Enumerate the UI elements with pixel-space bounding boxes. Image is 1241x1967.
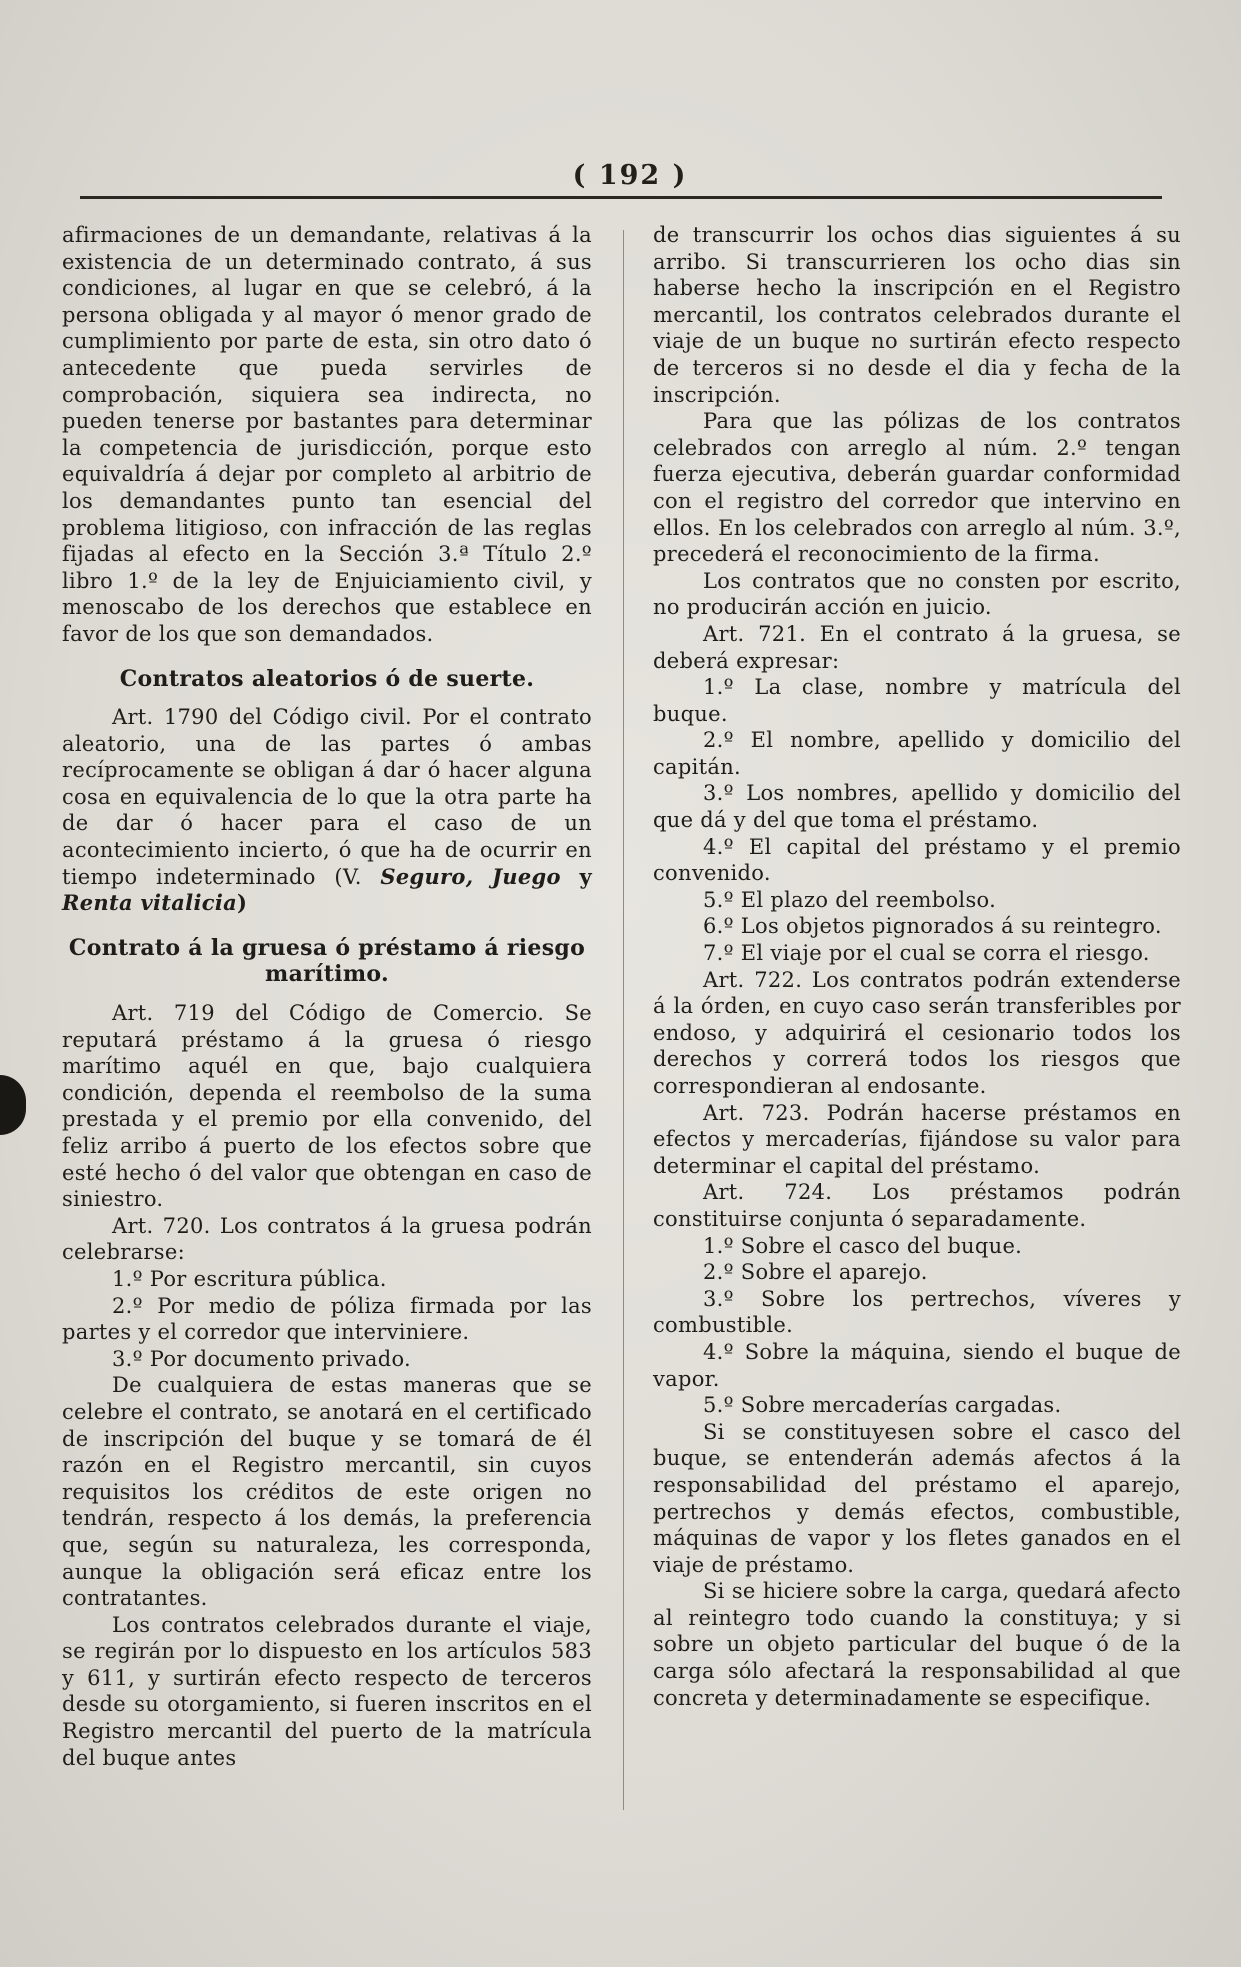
list-item: 3.º Sobre los pertrechos, víveres y combustible. xyxy=(653,1286,1181,1338)
list-item: 3.º Por documento privado. xyxy=(112,1346,411,1371)
paragraph: Art. 722. Los contratos podrán extenderse á la órden, en cuyo caso serán transferibles por endoso, y adquirirá el cesionario todos los derechos y correrá todos los riesgos que correspondieran al endosante. xyxy=(653,967,1181,1098)
section-heading: Contratos aleatorios ó de suerte. xyxy=(119,665,535,692)
list-item: 1.º La clase, nombre y matrícula del buque. xyxy=(653,675,1181,726)
article-ref: Art. 722. xyxy=(703,967,803,992)
list-item: 5.º El plazo del reembolso. xyxy=(703,887,997,912)
paragraph: Art. 721. En el contrato á la gruesa, se deberá expresar: xyxy=(653,621,1181,673)
column-divider xyxy=(623,230,624,1810)
list-item: 3.º Los nombres, apellido y domicilio del que dá y del que toma el préstamo. xyxy=(653,781,1181,833)
paragraph: Art. 723. Podrán hacerse préstamos en efectos y mercaderías, fijándose su valor para determinar el capital del préstamo. xyxy=(653,1100,1182,1178)
binding-mark xyxy=(0,1075,26,1135)
article-ref: Art. 719 del Código de Comercio. xyxy=(112,1001,545,1026)
article-ref: Art. 724. xyxy=(703,1180,833,1205)
paragraph: Los contratos que no consten por escrito, no producirán acción en juicio. xyxy=(653,568,1181,620)
list-item: 4.º Sobre la máquina, siendo el buque de vapor. xyxy=(653,1339,1181,1391)
paragraph: afirmaciones de un demandante, relativas á la existencia de un determinado contrato, á sus condiciones, al lugar en que se celebró, á la persona obligada y al mayor ó menor grado de cumplimiento por parte de esta, sin otro dato ó antecedente que pueda servirles de comprobación, siquiera sea indirecta, no pueden tenerse por bastantes para determinar la competencia de jurisdicción, porque esto equivaldría á dejar por completo al arbitrio de los demandantes punto tan esencial del problema litigioso, con infracción de las reglas fijadas al efecto en la Sección 3.ª Título 2.º libro 1.º de la ley de Enjuiciamiento civil, y menoscabo de los derechos que establece en favor de los que son demandados. xyxy=(62,223,592,646)
page-number: ( 192 ) xyxy=(572,160,688,191)
list-item: 2.º El nombre, apellido y domicilio del capitán. xyxy=(653,728,1181,779)
article-ref: Art. 721. xyxy=(703,621,807,646)
paragraph: Art. 724. Los préstamos podrán constituirse conjunta ó separadamente. xyxy=(653,1180,1181,1231)
paragraph: de transcurrir los ochos dias siguientes á su arribo. Si transcurrieren los ocho dias sin haberse hecho la inscripción en el Registro mercantil, los contratos celebrados durante el viaje de un buque no surtirán efecto respecto de terceros si no desde el dia y fecha de la inscripción. xyxy=(653,223,1181,407)
paragraph: De cualquiera de estas maneras que se celebre el contrato, se anotará en el certificado de inscripción del buque y se tomará de él razón en el Registro mercantil, sin cuyos requisitos los créditos de este origen no tendrán, respecto á los demás, la preferencia que, según su naturaleza, les corresponda, aunque la obligación será eficaz entre los contratantes. xyxy=(62,1373,592,1611)
paragraph: Si se constituyesen sobre el casco del buque, se entenderán además afectos á la responsabilidad del préstamo el aparejo, pertrechos y demás efectos, combustible, máquinas de vapor y los fletes ganados en el viaje de préstamo. xyxy=(653,1419,1181,1577)
paragraph: Art. 1790 del Código civil. Por el contrato aleatorio, una de las partes ó ambas recíprocamente se obligan á dar ó hacer alguna cosa en equivalencia de lo que la otra parte ha de dar ó hacer para el caso de un acontecimiento incierto, ó que ha de ocurrir en tiempo indeterminado (V. Seguro, Juego y Renta vitalicia) xyxy=(62,705,593,916)
paragraph: Art. 719 del Código de Comercio. Se reputará préstamo á la gruesa ó riesgo marítimo aquél en que, bajo cualquiera condición, dependa el reembolso de la suma prestada y el premio por ella convenido, del feliz arribo á puerto de los efectos sobre que esté hecho ó del valor que obtengan en caso de siniestro. xyxy=(62,1001,592,1212)
header-rule xyxy=(80,196,1162,199)
list-item: 2.º Por medio de póliza firmada por las partes y el corredor que interviniere. xyxy=(62,1293,592,1345)
list-item: 2.º Sobre el aparejo. xyxy=(703,1260,928,1285)
left-column xyxy=(62,222,592,1771)
paragraph: Los contratos celebrados durante el viaje, se regirán por lo dispuesto en los artículos 583 y 611, y surtirán efecto respecto de terceros desde su otorgamiento, si fueren inscritos en el Registro mercantil del puerto de la matrícula del buque antes xyxy=(62,1612,592,1770)
list-item: 6.º Los objetos pignorados á su reintegro. xyxy=(703,914,1162,939)
section-heading: Contrato á la gruesa ó préstamo á riesgo marítimo. xyxy=(68,934,586,988)
right-column xyxy=(653,222,1181,1711)
article-ref: Art. 1790 del Código civil. xyxy=(112,705,412,730)
list-item: 4.º El capital del préstamo y el premio convenido. xyxy=(653,834,1181,886)
list-item: 1.º Sobre el casco del buque. xyxy=(703,1233,1023,1258)
list-item: 1.º Por escritura pública. xyxy=(112,1266,387,1291)
article-ref: Art. 720. xyxy=(112,1213,211,1238)
paragraph: Art. 720. Los contratos á la gruesa podrán celebrarse: xyxy=(62,1213,593,1265)
list-item: 7.º El viaje por el cual se corra el riesgo. xyxy=(703,941,1150,966)
paragraph: Para que las pólizas de los contratos celebrados con arreglo al núm. 2.º tengan fuerza ejecutiva, deberán guardar conformidad con el registro del corredor que intervino en ellos. En los celebrados con arreglo al núm. 3.º, precederá el reconocimiento de la firma. xyxy=(653,409,1181,567)
paragraph: Si se hiciere sobre la carga, quedará afecto al reintegro todo cuando la constituya; y si sobre un objeto particular del buque ó de la carga sólo afectará la responsabilidad al que concreta y determinadamente se especifique. xyxy=(653,1579,1181,1710)
article-ref: Art. 723. xyxy=(703,1100,810,1125)
list-item: 5.º Sobre mercaderías cargadas. xyxy=(703,1393,1062,1418)
